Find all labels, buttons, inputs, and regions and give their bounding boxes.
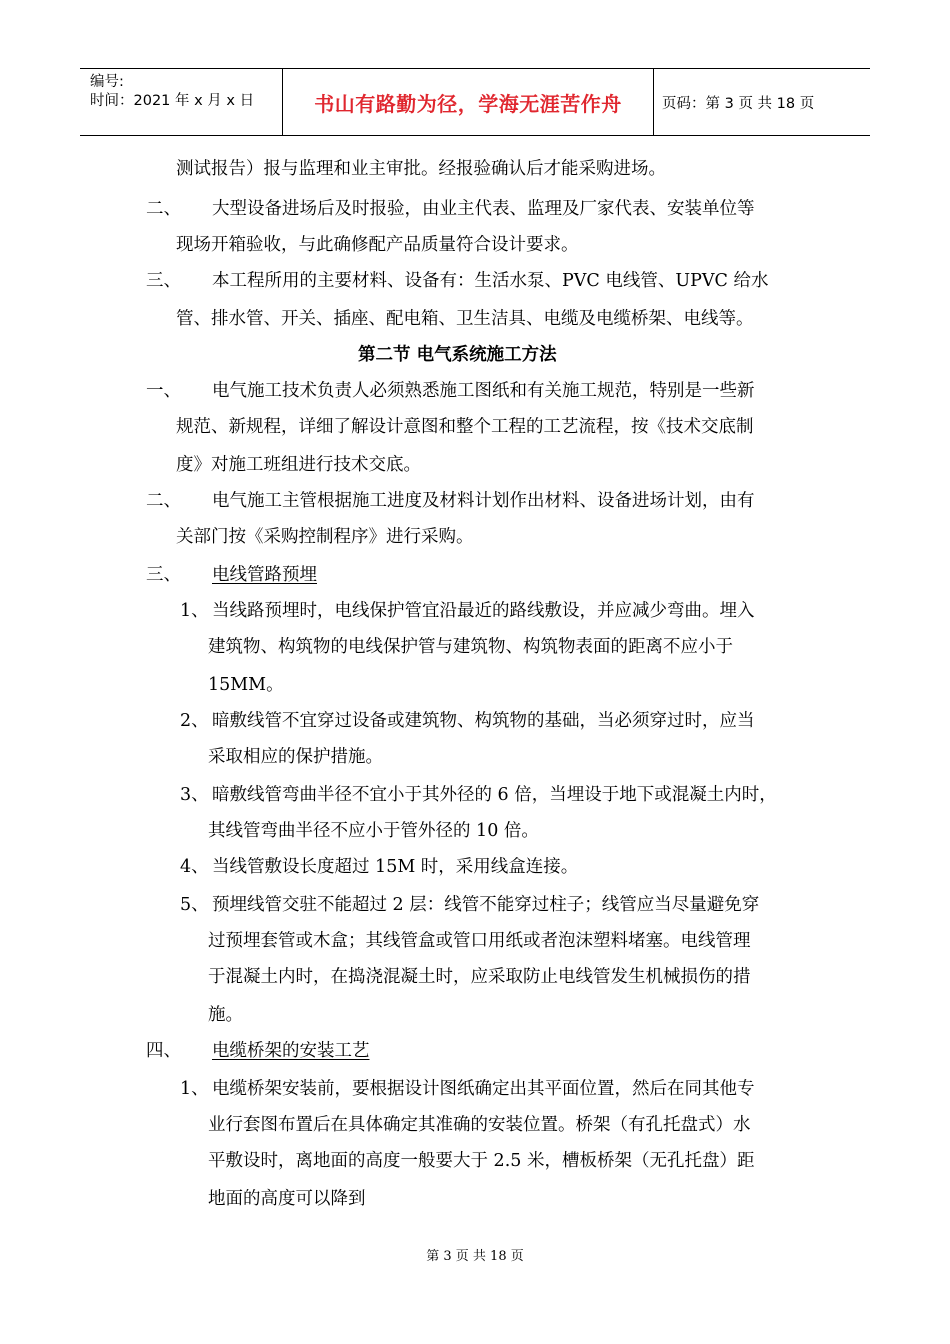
text-line: 施。 [208,1005,243,1025]
text-line: 电缆桥架安装前，要根据设计图纸确定出其平面位置，然后在同其他专 [212,1079,755,1099]
text-line: 电气施工技术负责人必须熟悉施工图纸和有关施工规范，特别是一些新 [212,381,755,401]
text-line: 电气施工主管根据施工进度及材料计划作出材料、设备进场计划，由有 [212,491,755,511]
text-line: 其线管弯曲半径不应小于管外径的 10 倍。 [208,821,539,841]
page-footer: 第 3 页 共 18 页 [426,1249,524,1264]
text-line: 大型设备进场后及时报验，由业主代表、监理及厂家代表、安装单位等 [212,199,755,219]
text-line: 度》对施工班组进行技术交底。 [176,455,421,475]
text-line: 测试报告）报与监理和业主审批。经报验确认后才能采购进场。 [176,159,666,179]
text-line: 过预埋套管或木盒；其线管盒或管口用纸或者泡沫塑料堵塞。电线管理 [208,931,751,951]
text-line: 暗敷线管不宜穿过设备或建筑物、构筑物的基础，当必须穿过时，应当 [212,711,755,731]
text-line: 15MM。 [208,675,284,695]
text-line: 规范、新规程，详细了解设计意图和整个工程的工艺流程，按《技术交底制 [176,417,754,437]
text-line: 平敷设时，离地面的高度一般要大于 2.5 米，槽板桥架（无孔托盘）距 [208,1151,755,1171]
text-line: 当线路预埋时，电线保护管宜沿最近的路线敷设，并应减少弯曲。埋入 [212,601,755,621]
text-line: 现场开箱验收，与此确修配产品质量符合设计要求。 [176,235,579,255]
text-line: 预埋线管交驻不能超过 2 层：线管不能穿过柱子；线管应当尽量避免穿 [212,895,760,915]
section-title: 第二节 电气系统施工方法 [358,345,557,365]
text-line: 于混凝土内时，在捣浇混凝土时，应采取防止电线管发生机械损伤的措 [208,967,751,987]
subsection-title: 电线管路预埋 [212,565,317,585]
text-line: 建筑物、构筑物的电线保护管与建筑物、构筑物表面的距离不应小于 [208,637,733,657]
list-number: 一、 [146,381,181,401]
header-motto: 书山有路勤为径，学海无涯苦作舟 [282,69,654,135]
page-header [80,68,870,136]
list-number: 四、 [146,1041,181,1061]
header-page-label: 页码：第 3 页 共 18 页 [662,95,815,112]
serial-label: 编号: [90,74,124,90]
text-line: 管、排水管、开关、插座、配电箱、卫生洁具、电缆及电缆桥架、电线等。 [176,309,754,329]
list-number: 二、 [146,491,181,511]
text-line: 暗敷线管弯曲半径不宜小于其外径的 6 倍，当埋设于地下或混凝土内时， [212,785,777,805]
text-line: 业行套图布置后在具体确定其准确的安装位置。桥架（有孔托盘式）水 [208,1115,751,1135]
subsection-title: 电缆桥架的安装工艺 [212,1041,370,1061]
item-number: 1、 [180,601,209,621]
time-label: 时间：2021 年 x 月 x 日 [90,93,255,109]
item-number: 3、 [180,785,209,805]
item-number: 4、 [180,857,209,877]
item-number: 1、 [180,1079,209,1099]
item-number: 2、 [180,711,209,731]
text-line: 关部门按《采购控制程序》进行采购。 [176,527,474,547]
text-line: 地面的高度可以降到 [208,1189,366,1209]
item-number: 5、 [180,895,209,915]
list-number: 三、 [146,271,181,291]
list-number: 二、 [146,199,181,219]
text-line: 采取相应的保护措施。 [208,747,383,767]
header-meta [80,69,282,135]
list-number: 三、 [146,565,181,585]
text-line: 当线管敷设长度超过 15M 时，采用线盒连接。 [212,857,579,877]
text-line: 本工程所用的主要材料、设备有：生活水泵、PVC 电线管、UPVC 给水 [212,271,769,291]
